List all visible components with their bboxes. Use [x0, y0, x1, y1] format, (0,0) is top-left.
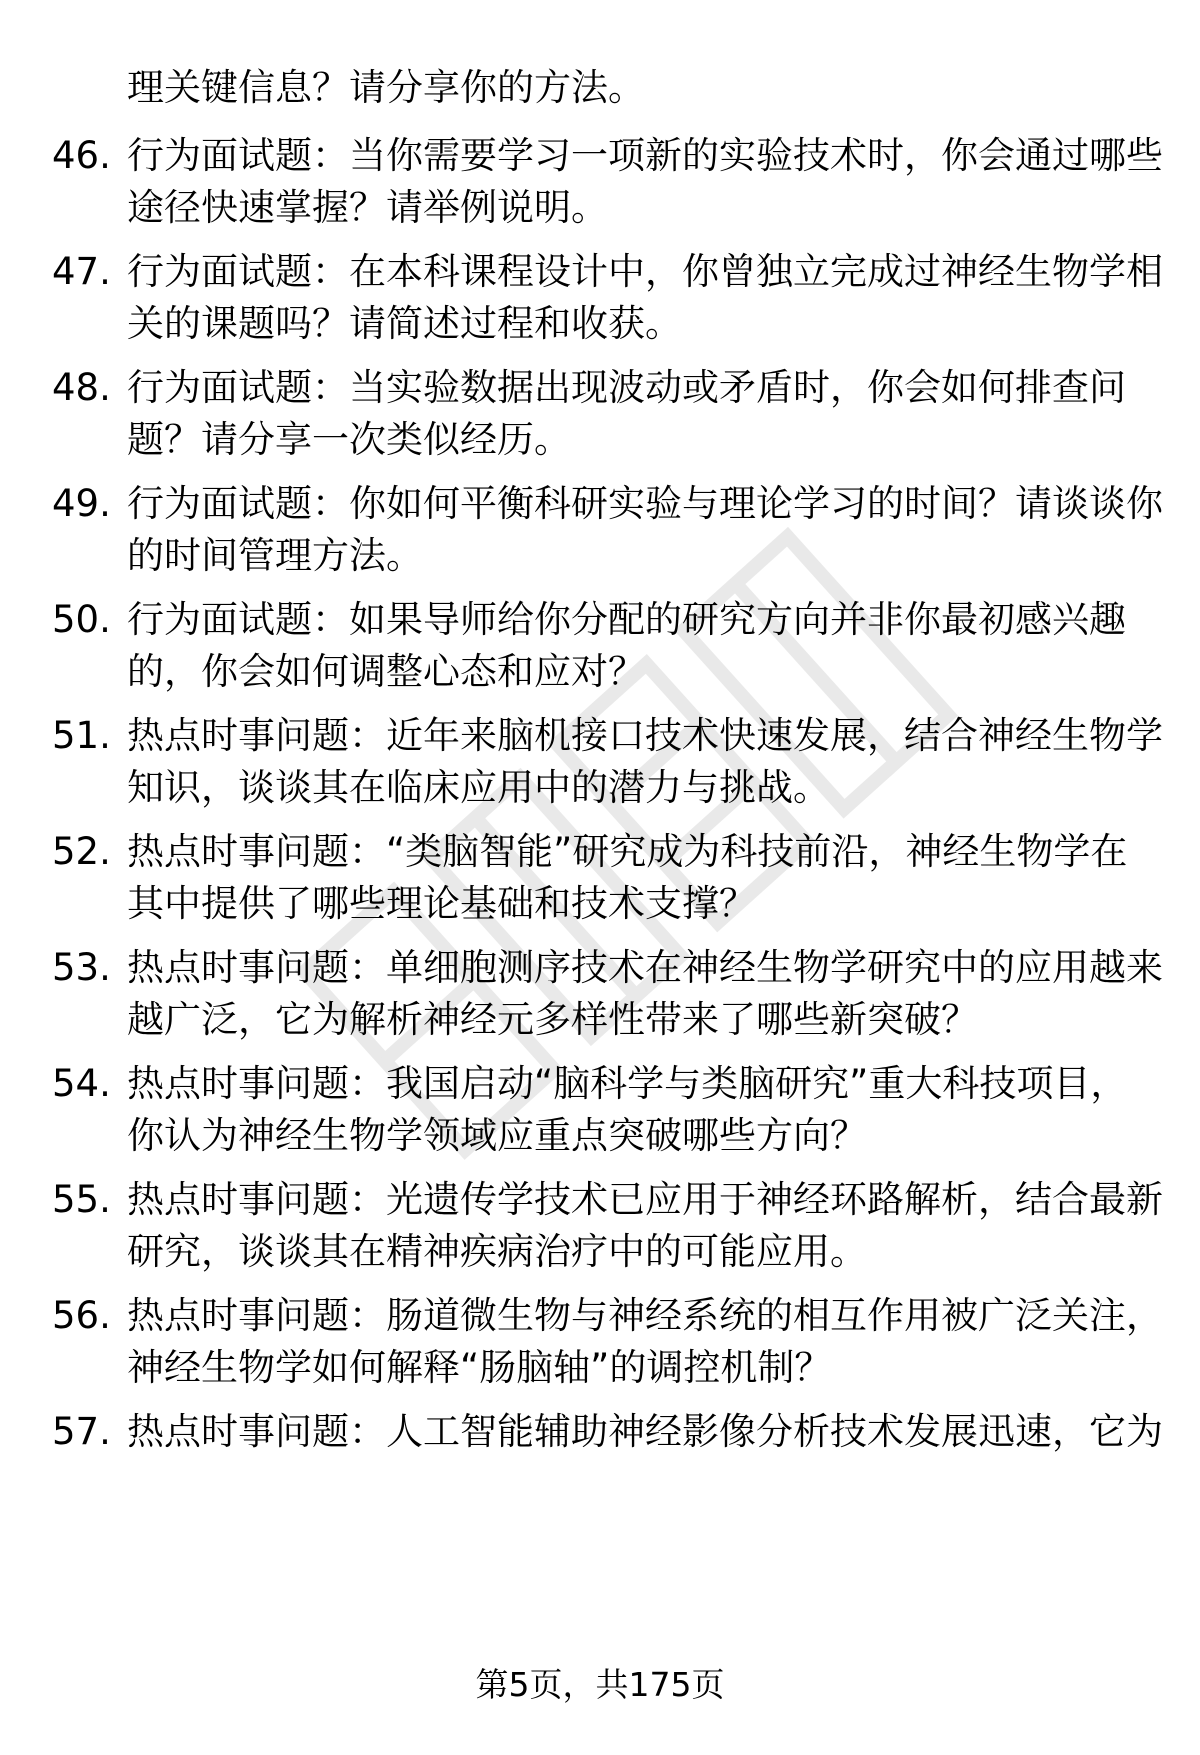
question-text-line1: 热点时事问题：近年来脑机接口技术快速发展，结合神经生物学 [127, 714, 1163, 757]
question-text-line2: 关的课题吗？请简述过程和收获。 [127, 302, 682, 345]
question-number: 54. [52, 1062, 111, 1105]
question-number: 53. [52, 946, 111, 989]
question-text-line2: 神经生物学如何解释“肠脑轴”的调控机制？ [127, 1346, 832, 1389]
question-text-line1: 行为面试题：如果导师给你分配的研究方向并非你最初感兴趣 [127, 598, 1126, 641]
question-text-line1: 热点时事问题：人工智能辅助神经影像分析技术发展迅速，它为 [127, 1410, 1163, 1453]
question-number: 51. [52, 714, 111, 757]
question-text-line2: 其中提供了哪些理论基础和技术支撑？ [127, 882, 756, 925]
question-text-line2: 越广泛，它为解析神经元多样性带来了哪些新突破？ [127, 998, 978, 1041]
question-text-line1: 行为面试题：在本科课程设计中，你曾独立完成过神经生物学相 [127, 250, 1163, 293]
question-text-line1: 热点时事问题：单细胞测序技术在神经生物学研究中的应用越来 [127, 946, 1163, 989]
question-text-line1: 行为面试题：当实验数据出现波动或矛盾时，你会如何排查问 [127, 366, 1126, 409]
question-number: 49. [52, 482, 111, 525]
question-text-line1: 热点时事问题：肠道微生物与神经系统的相互作用被广泛关注， [127, 1294, 1163, 1337]
question-text-line2: 的时间管理方法。 [127, 534, 423, 577]
question-number: 52. [52, 830, 111, 873]
question-text-line2: 题？请分享一次类似经历。 [127, 418, 571, 461]
question-text-line2: 途径快速掌握？请举例说明。 [127, 186, 608, 229]
question-number: 56. [52, 1294, 111, 1337]
question-text-line2: 你认为神经生物学领域应重点突破哪些方向？ [127, 1114, 867, 1157]
question-number: 57. [52, 1410, 111, 1453]
question-number: 48. [52, 366, 111, 409]
question-text-line1: 热点时事问题：我国启动“脑科学与类脑研究”重大科技项目， [127, 1062, 1128, 1105]
question-text-line2: 的，你会如何调整心态和应对？ [127, 650, 645, 693]
page-footer: 第5页，共175页 [475, 1665, 725, 1704]
question-text-line2: 知识，谈谈其在临床应用中的潜力与挑战。 [127, 766, 830, 809]
question-number: 55. [52, 1178, 111, 1221]
question-number: 47. [52, 250, 111, 293]
question-text-line1: 行为面试题：当你需要学习一项新的实验技术时，你会通过哪些 [127, 134, 1163, 177]
question-number: 50. [52, 598, 111, 641]
question-number: 46. [52, 134, 111, 177]
question-text-line2: 研究，谈谈其在精神疾病治疗中的可能应用。 [127, 1230, 867, 1273]
question-text-line1: 行为面试题：你如何平衡科研实验与理论学习的时间？请谈谈你 [127, 482, 1163, 525]
continued-text: 理关键信息？请分享你的方法。 [127, 66, 645, 109]
question-text-line1: 热点时事问题：“类脑智能”研究成为科技前沿，神经生物学在 [127, 830, 1128, 873]
question-text-line1: 热点时事问题：光遗传学技术已应用于神经环路解析，结合最新 [127, 1178, 1163, 1221]
